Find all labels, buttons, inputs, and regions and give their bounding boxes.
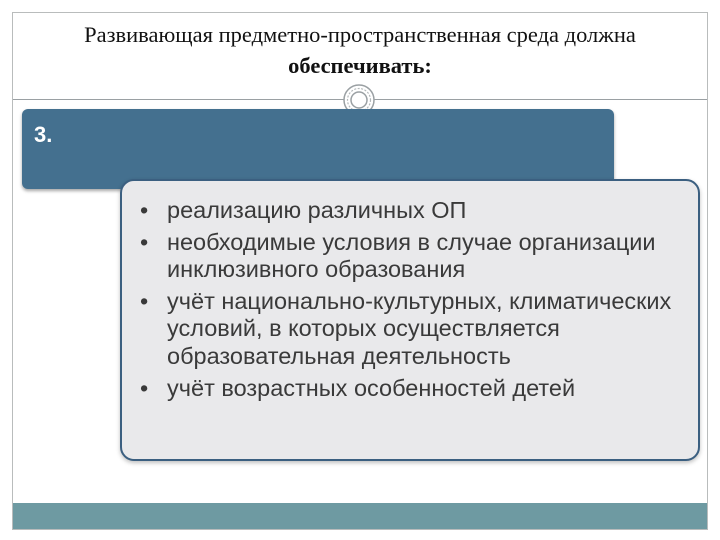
- bullet-dot: •: [140, 287, 149, 314]
- bullet-dot: •: [140, 228, 149, 255]
- bullet-text: учёт возрастных особенностей детей: [167, 374, 576, 401]
- section-number: 3.: [34, 122, 53, 147]
- bullet-text: необходимые условия в случае организации инклюзивного образования: [167, 228, 656, 283]
- bullet-dot: •: [140, 197, 149, 223]
- bullet-item: [140, 288, 692, 371]
- bullet-dot: •: [140, 374, 149, 401]
- section-header-bar: [22, 109, 614, 189]
- bullet-text: реализацию различных ОП: [167, 197, 467, 223]
- title-line-1: Развивающая предметно-пространственная среда должна: [84, 22, 636, 47]
- bullet-text: учёт национально-культурных, климатических условий, в которых осуществляется образовательная деятельность: [167, 287, 672, 369]
- bullet-item: [140, 229, 692, 284]
- bullet-item: [140, 197, 692, 225]
- bullet-list: [140, 197, 692, 406]
- bullet-item: [140, 375, 692, 403]
- footer-bar: [13, 503, 707, 529]
- title-line-2: обеспечивать:: [288, 53, 432, 78]
